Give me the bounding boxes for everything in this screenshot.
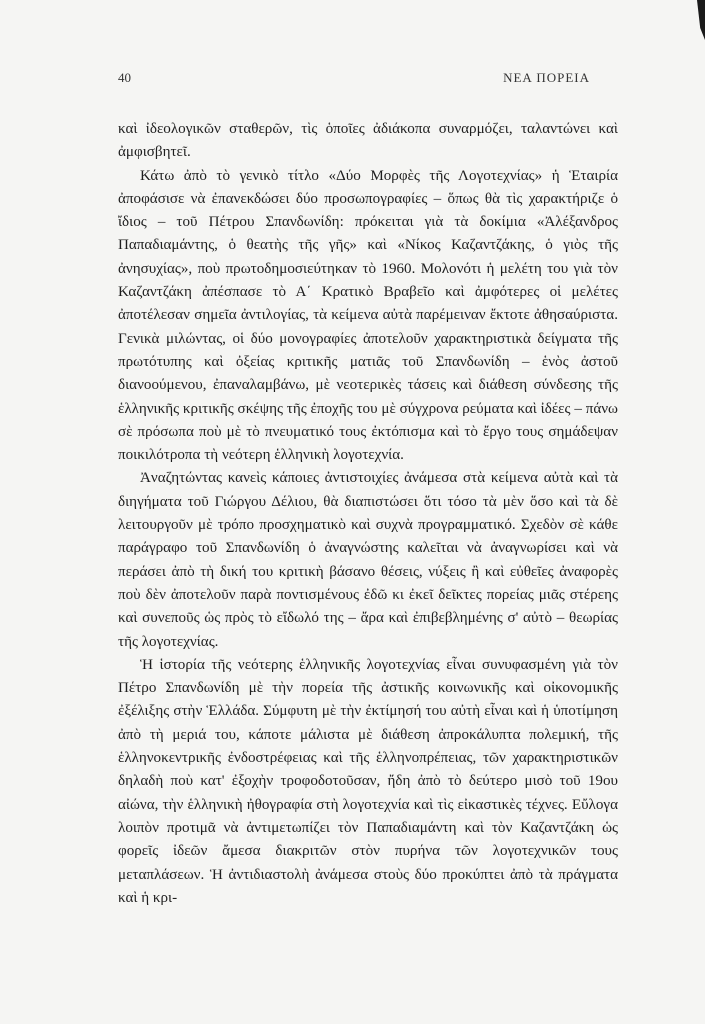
paragraph-4: Ἡ ἱστορία τῆς νεότερης ἑλληνικῆς λογοτεχνίας εἶναι συνυφασμένη γιὰ τὸν Πέτρο Σπανδωνίδη μὲ τὴν πορεία τῆς ἀστικῆς κοινωνικῆς καὶ οἰκονομικῆς ἐξέλιξης στὴν Ἑλλάδα. Σύμφυτη μὲ τὴν ἐκτίμησή του αὐτὴ εἶναι καὶ ἡ ὑποτίμηση ἀπὸ τὴ μεριά του, κάποτε μάλιστα μὲ διάθεση ἀπροκάλυπτα πολεμική, τῆς ἑλληνοκεντρικῆς ἐνδοστρέφειας καὶ τῆς ἑλληνοπρέπειας, τῶν χαρακτηριστικῶν δηλαδὴ ποὺ κατ' ἐξοχὴν τροφοδοτοῦσαν, ἤδη ἀπὸ τὸ δεύτερο μισὸ τοῦ 19ου αἰώνα, τὴν ἑλληνικὴ ἠθογραφία στὴ λογοτεχνία καὶ τὶς εἰκαστικὲς τέχνες. Εὔλογα λοιπὸν προτιμᾶ νὰ ἀντιμετωπίζει τὸν Παπαδιαμάντη καὶ τὸν Καζαντζάκη ὡς φορεῖς ἰδεῶν ἄμεσα διακριτῶν στὸν πυρήνα τῶν λογοτεχνικῶν τους μεταπλάσεων. Ἡ ἀντιδιαστολὴ ἀνάμεσα στοὺς δύο προκύπτει ἀπὸ τὰ πράγματα καὶ ἡ κρι- <box>118 656 618 906</box>
paragraph-3: Ἀναζητώντας κανεὶς κάποιες ἀντιστοιχίες ἀνάμεσα στὰ κείμενα αὐτὰ καὶ τὰ διηγήματα τοῦ Γιώργου Δέλιου, θὰ διαπιστώσει ὅτι τόσο τὰ μὲν ὅσο καὶ τὰ δὲ λειτουργοῦν μὲ τρόπο προσχηματικὸ καὶ συχνὰ προγραμματικό. Σχεδὸν σὲ κάθε παράγραφο τοῦ Σπανδωνίδη ὁ ἀναγνώστης καλεῖται νὰ ἀναγνωρίσει καὶ νὰ περάσει ἀπὸ τὴ δική του κριτικὴ βάσανο θέσεις, νύξεις ἢ καὶ εὐθεῖες ἀναφορὲς ποὺ δὲν ἀποτελοῦν παρὰ ποντισμένους ἐδῶ κι ἐκεῖ δεῖκτες πορείας μιᾶς στέρεης καὶ συνεποῦς ὡς πρὸς τὸ εἴδωλό της – ἄρα καὶ ἐπιβεβλημένης σ' αὐτὸ – θεωρίας τῆς λογοτεχνίας. <box>118 470 618 650</box>
page-number: 40 <box>118 70 131 85</box>
paragraph-1: καὶ ἰδεολογικῶν σταθερῶν, τὶς ὁποῖες ἀδιάκοπα συναρμόζει, ταλαντώνει καὶ ἀμφισβητεῖ. <box>118 121 618 161</box>
scan-edge-mark <box>697 0 705 40</box>
journal-title: ΝΕΑ ΠΟΡΕΙΑ <box>503 70 590 85</box>
paragraph-2: Κάτω ἀπὸ τὸ γενικὸ τίτλο «Δύο Μορφὲς τῆς Λογοτεχνίας» ἡ Ἑταιρία ἀποφάσισε νὰ ἐπανεκδώσει δύο προσωπογραφίες – ὅπως θὰ τὶς χαρακτήριζε ὁ ἴδιος – τοῦ Πέτρου Σπανδωνίδη: πρόκειται γιὰ τὰ δοκίμια «Ἀλέξανδρος Παπαδιαμάντης, ὁ θεατὴς τῆς γῆς» καὶ «Νίκος Καζαντζάκης, ὁ γιὸς τῆς ἀνησυχίας», ποὺ πρωτοδημοσιεύτηκαν τὸ 1960. Μολονότι ἡ μελέτη του γιὰ τὸν Καζαντζάκη ἀπέσπασε τὸ Α΄ Κρατικὸ Βραβεῖο καὶ ἀμφότερες οἱ μελέτες ἀποτέλεσαν σημεῖα ἀντιλογίας, τὰ κείμενα αὐτὰ παρέμειναν ἔκτοτε ἀθησαύριστα. Γενικὰ μιλώντας, οἱ δύο μονογραφίες ἀποτελοῦν χαρακτηριστικὰ δείγματα τῆς πρωτότυπης καὶ ὀξείας κριτικῆς ματιᾶς τοῦ Σπανδωνίδη – ἑνὸς ἀστοῦ διανοούμενου, ἐπαναλαμβάνω, μὲ νεοτερικὲς τάσεις καὶ διάθεση σύνδεσης τῆς ἑλληνικῆς κριτικῆς σκέψης τῆς ἐποχῆς του μὲ σύγχρονα ρεύματα καὶ ἰδέες – πάνω σὲ πρόσωπα ποὺ μὲ τὸ πνευματικό τους ἐκτόπισμα καὶ τὸ ἔργο τους σημάδεψαν ποικιλότροπα τὴ νεότερη ἑλληνικὴ λογοτεχνία. <box>118 167 618 464</box>
body-text <box>118 118 618 910</box>
